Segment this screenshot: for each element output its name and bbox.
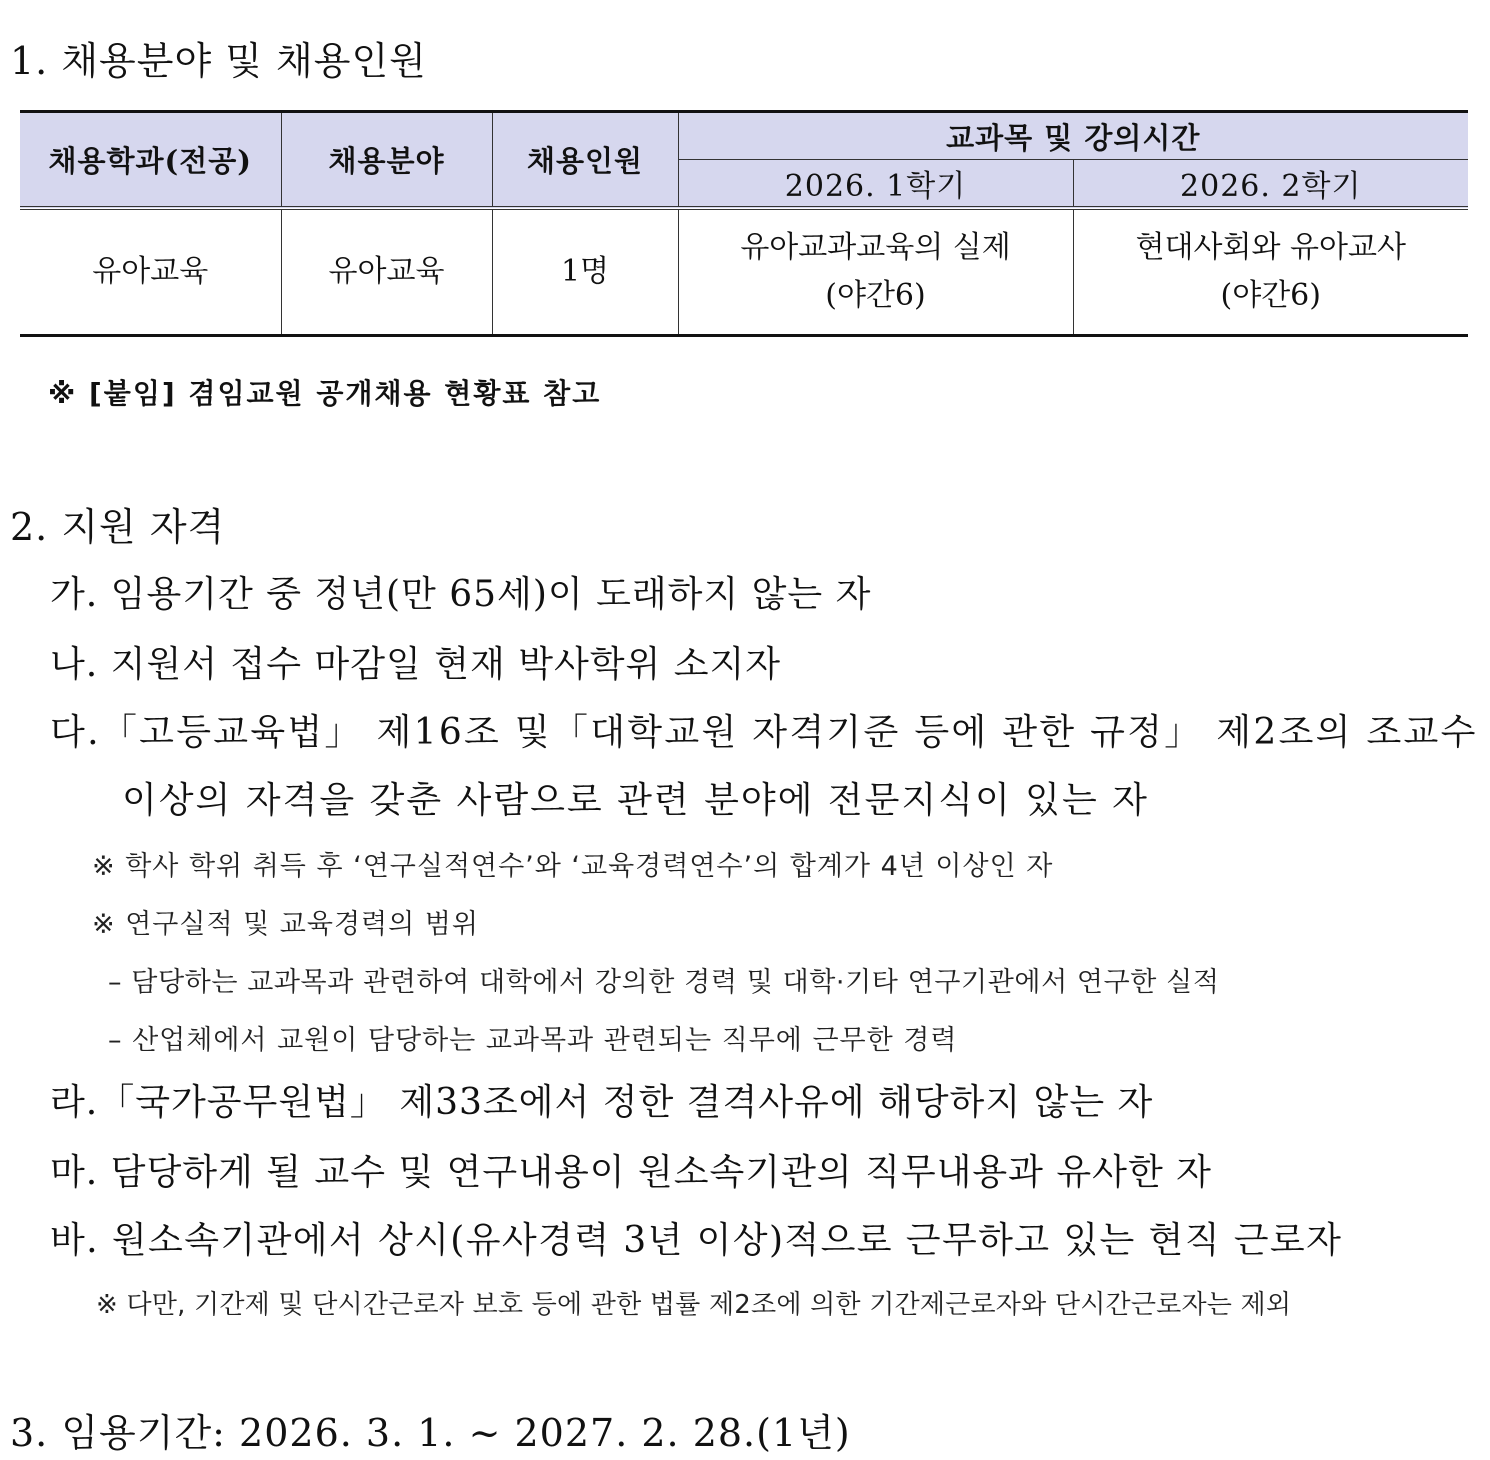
header-semester-1: 2026. 1학기 [678,160,1073,208]
item-ra: 라.「국가공무원법」 제33조에서 정한 결격사유에 해당하지 않는 자 [50,1082,1154,1123]
note-scope-teaching: – 담당하는 교과목과 관련하여 대학에서 강의한 경력 및 대학·기타 연구기관에서 연구한 실적 [108,967,1220,998]
section-1-heading: 1. 채용분야 및 채용인원 [10,39,427,83]
item-ga: 가. 임용기간 중 정년(만 65세)이 도래하지 않는 자 [50,574,872,615]
table-reference-note: ※ [붙임] 겸임교원 공개채용 현황표 참고 [48,377,602,410]
header-field: 채용분야 [281,112,492,208]
item-ba: 바. 원소속기관에서 상시(유사경력 3년 이상)적으로 근무하고 있는 현직 근로자 [50,1220,1343,1261]
item-ma: 마. 담당하게 될 교수 및 연구내용이 원소속기관의 직무내용과 유사한 자 [50,1152,1212,1193]
cell-semester-2 [1073,208,1468,336]
section-3-heading: 3. 임용기간: 2026. 3. 1. ~ 2027. 2. 28.(1년) [10,1411,851,1455]
cell-semester-1 [678,208,1073,336]
cell-dept: 유아교육 [20,208,281,336]
item-na: 나. 지원서 접수 마감일 현재 박사학위 소지자 [50,644,782,685]
semester-2-course: 현대사회와 유아교사 [1135,229,1406,265]
note-scope-industry: – 산업체에서 교원이 담당하는 교과목과 관련되는 직무에 근무한 경력 [108,1025,958,1056]
item-da-continued: 이상의 자격을 갖춘 사람으로 관련 분야에 전문지식이 있는 자 [122,780,1149,821]
semester-2-hours: (야간6) [1220,277,1321,313]
header-dept: 채용학과(전공) [20,112,281,208]
header-semester-2: 2026. 2학기 [1073,160,1468,208]
cell-count: 1명 [492,208,678,336]
semester-1-hours: (야간6) [825,277,926,313]
header-count: 채용인원 [492,112,678,208]
cell-field: 유아교육 [281,208,492,336]
semester-1-course: 유아교과교육의 실제 [740,229,1011,265]
table-header-row [20,112,1468,160]
header-courses: 교과목 및 강의시간 [678,112,1468,160]
recruitment-table [20,110,1468,337]
section-2-heading: 2. 지원 자격 [10,505,226,549]
item-da: 다.「고등교육법」 제16조 및「대학교원 자격기준 등에 관한 규정」 제2조의 조교수 [50,712,1478,753]
note-degree-years: ※ 학사 학위 취득 후 ‘연구실적연수’와 ‘교육경력연수’의 합계가 4년 이상인 자 [92,851,1054,882]
note-exclusion: ※ 다만, 기간제 및 단시간근로자 보호 등에 관한 법률 제2조에 의한 기간제근로자와 단시간근로자는 제외 [96,1290,1292,1320]
note-scope: ※ 연구실적 및 교육경력의 범위 [92,909,479,940]
table-row [20,208,1468,336]
